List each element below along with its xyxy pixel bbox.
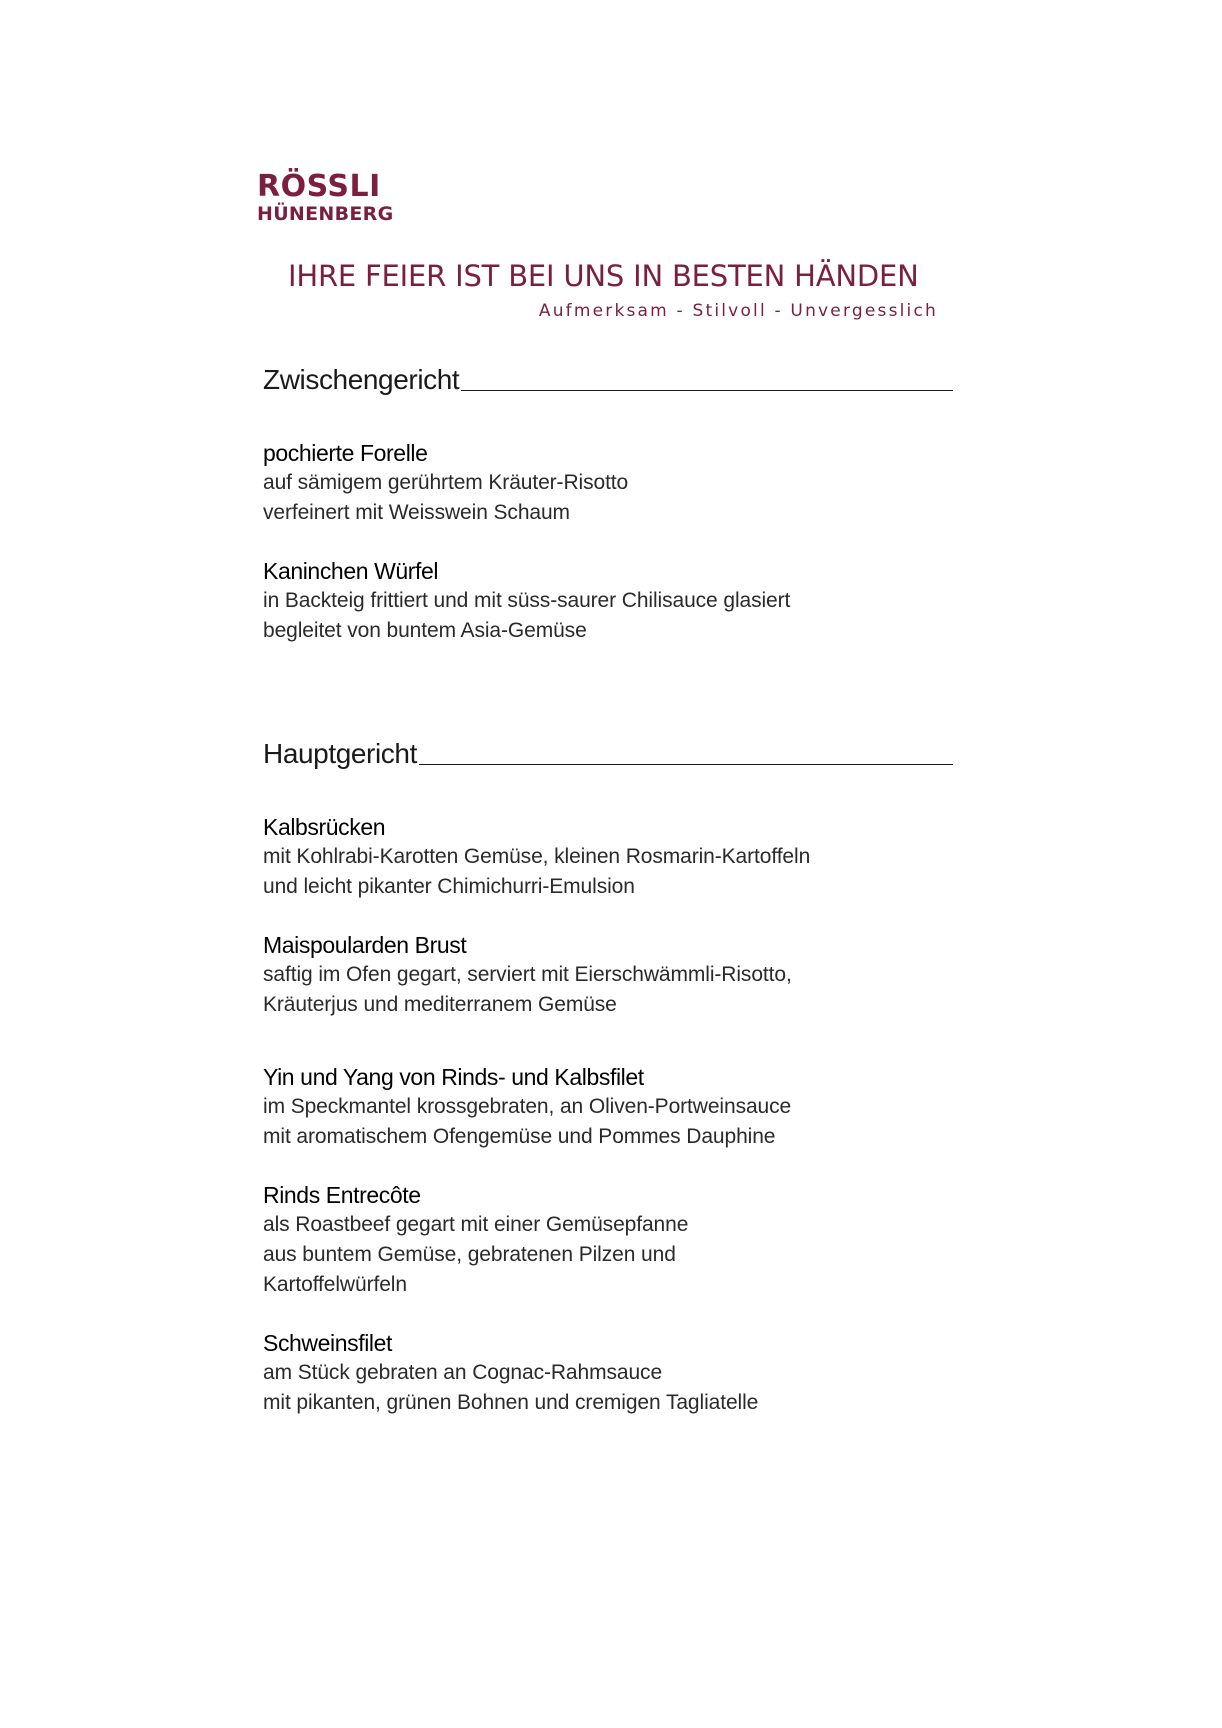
dish-item (263, 1328, 953, 1418)
menu-content (263, 360, 953, 1418)
dish-description-line: verfeinert mit Weisswein Schaum (263, 501, 570, 524)
dish-name: Kaninchen Würfel (263, 558, 439, 584)
logo-name: RÖSSLI (257, 169, 381, 204)
dish-description-line: im Speckmantel krossgebraten, an Oliven-Portweinsauce (263, 1095, 792, 1118)
dish-description-line: mit Kohlrabi-Karotten Gemüse, kleinen Rosmarin-Kartoffeln (263, 845, 811, 868)
section-heading (263, 360, 953, 400)
dish-description-line: mit pikanten, grünen Bohnen und cremigen Tagliatelle (263, 1391, 759, 1414)
dish-name: Kalbsrücken (263, 814, 386, 840)
tagline (288, 259, 938, 321)
section-rule (419, 764, 953, 765)
dish-description-line: auf sämigem gerührtem Kräuter-Risotto (263, 471, 629, 494)
dish-name: Rinds Entrecôte (263, 1182, 421, 1208)
dish-description-line: saftig im Ofen gegart, serviert mit Eierschwämmli-Risotto, (263, 963, 792, 986)
dish-description-line: aus buntem Gemüse, gebratenen Pilzen und (263, 1243, 676, 1266)
section-title: Zwischengericht (263, 364, 460, 395)
section-rule (461, 390, 953, 391)
section-title: Hauptgericht (263, 738, 417, 769)
menu-section-hauptgericht (263, 734, 953, 1418)
dish-description-line: Kräuterjus und mediterranem Gemüse (263, 993, 617, 1016)
dish-description-line: als Roastbeef gegart mit einer Gemüsepfanne (263, 1213, 689, 1236)
dish-item (263, 812, 953, 902)
dish-item (263, 438, 953, 528)
dish-description-line: und leicht pikanter Chimichurri-Emulsion (263, 875, 635, 898)
menu-section-zwischengericht (263, 360, 953, 646)
logo-location: HÜNENBERG (257, 203, 394, 225)
tagline-heading: IHRE FEIER IST BEI UNS IN BESTEN HÄNDEN (288, 259, 919, 293)
dish-item (263, 1062, 953, 1152)
dish-name: Yin und Yang von Rinds- und Kalbsfilet (263, 1064, 644, 1090)
dish-name: pochierte Forelle (263, 440, 428, 466)
dish-name: Schweinsfilet (263, 1330, 393, 1356)
dish-description-line: Kartoffelwürfeln (263, 1273, 407, 1296)
dish-item (263, 556, 953, 646)
section-heading (263, 734, 953, 774)
dish-item (263, 1180, 953, 1300)
dish-description-line: am Stück gebraten an Cognac-Rahmsauce (263, 1361, 663, 1384)
tagline-subheading: Aufmerksam - Stilvoll - Unvergesslich (538, 301, 938, 321)
dish-description-line: in Backteig frittiert und mit süss-saurer Chilisauce glasiert (263, 589, 791, 612)
dish-item (263, 930, 953, 1020)
restaurant-logo (257, 169, 394, 225)
dish-description-line: mit aromatischem Ofengemüse und Pommes Dauphine (263, 1125, 776, 1148)
dish-name: Maispoularden Brust (263, 932, 467, 958)
dish-description-line: begleitet von buntem Asia-Gemüse (263, 619, 587, 642)
